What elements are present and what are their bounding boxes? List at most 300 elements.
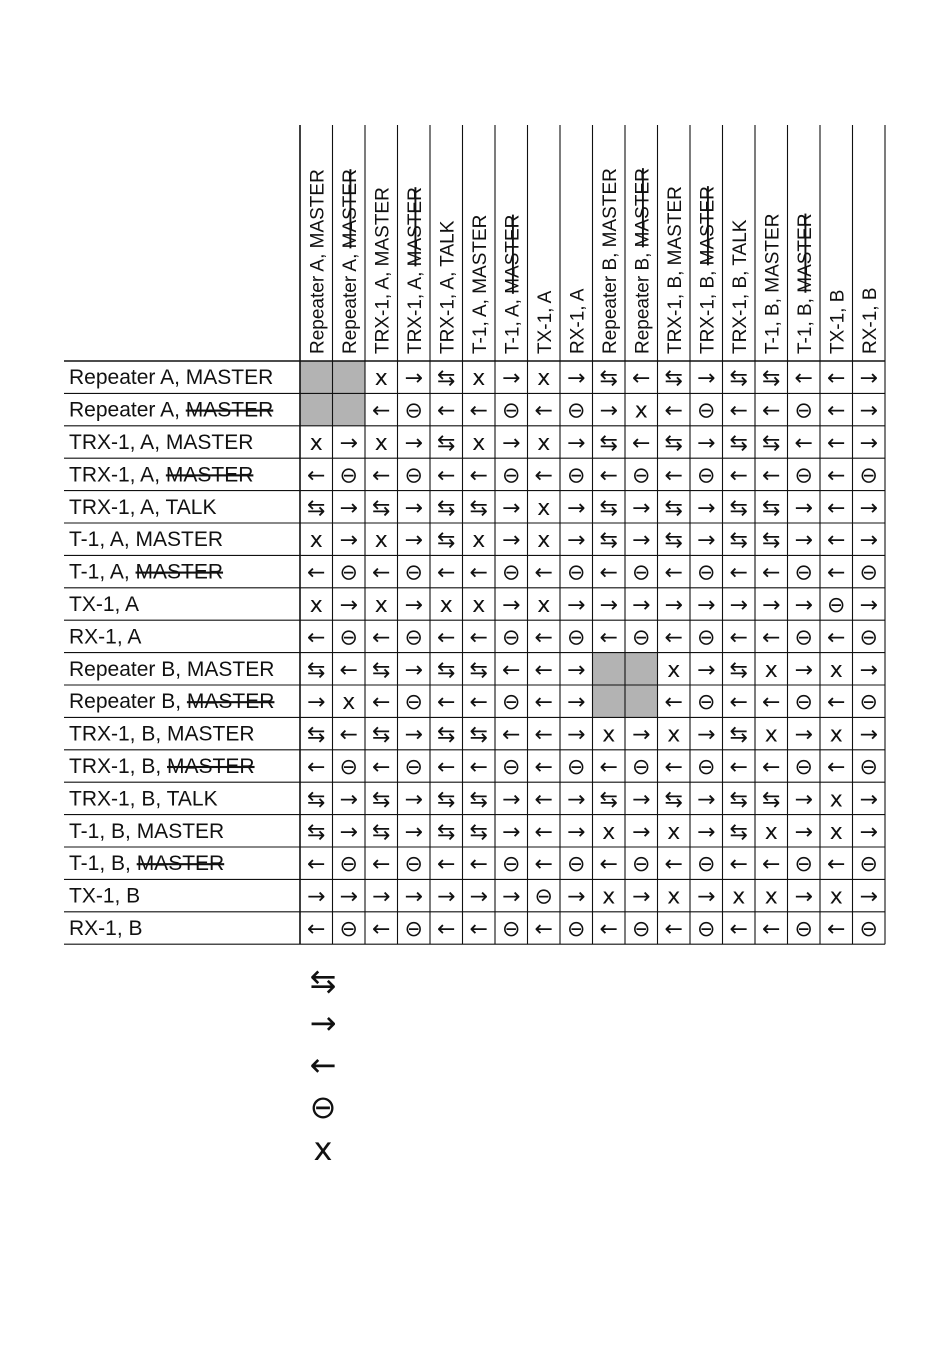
cell-symbol: → <box>404 657 423 683</box>
cell-symbol: ⊖ <box>794 852 813 878</box>
cell-symbol: ⊖ <box>632 917 651 942</box>
cell-symbol: ⇆ <box>372 657 391 683</box>
cell-symbol: → <box>729 593 748 618</box>
cell-symbol: ← <box>469 625 488 651</box>
cell-symbol: → <box>697 528 716 554</box>
cell-symbol: ⊖ <box>502 917 521 942</box>
cell-symbol: → <box>794 787 813 813</box>
column-header: TRX-1, B, MASTER <box>697 186 719 354</box>
cell-symbol: ⊖ <box>697 852 716 878</box>
cell-symbol: → <box>697 593 716 618</box>
column-header: TRX-1, A, TALK <box>437 220 459 354</box>
cell-symbol: ← <box>372 690 391 716</box>
cell-symbol: ⇆ <box>469 495 488 521</box>
column-header: T-1, A, MASTER <box>469 214 491 354</box>
cell-symbol: ← <box>437 560 456 586</box>
column-header: T-1, B, MASTER <box>762 213 784 354</box>
column-header: TRX-1, A, MASTER <box>372 187 394 354</box>
cell-symbol: ⇆ <box>307 819 326 845</box>
cell-symbol: → <box>339 787 358 813</box>
cell-symbol: ← <box>794 431 813 456</box>
cell-symbol: ← <box>599 625 618 651</box>
cell-symbol: ⊖ <box>404 852 423 878</box>
cell-symbol: ← <box>534 690 553 716</box>
cell-symbol: ← <box>664 560 683 586</box>
cell-symbol: → <box>567 690 586 716</box>
cell-symbol: ⊖ <box>859 625 878 651</box>
cell-symbol: → <box>307 690 326 716</box>
legend-symbol: ← <box>309 1046 337 1084</box>
cell-symbol: ⊖ <box>404 463 423 489</box>
cell-symbol: → <box>664 593 683 618</box>
cell-symbol: x <box>309 528 323 554</box>
cell-symbol: ⊖ <box>632 463 651 489</box>
cell-symbol: ← <box>632 366 651 392</box>
cell-symbol: ⇆ <box>762 366 781 392</box>
cell-symbol: ← <box>664 690 683 716</box>
cell-symbol: ← <box>372 398 391 424</box>
cell-symbol: x <box>537 431 551 456</box>
cell-symbol: ← <box>534 463 553 489</box>
cell-symbol: ← <box>534 852 553 878</box>
cell-symbol: → <box>697 787 716 813</box>
cell-symbol: x <box>374 593 388 618</box>
cell-symbol: → <box>567 528 586 554</box>
cell-symbol: ⇆ <box>664 787 683 813</box>
column-header: Repeater B, MASTER <box>599 168 621 354</box>
cell-symbol: ← <box>762 398 781 424</box>
cell-symbol: ← <box>664 755 683 780</box>
cell-symbol: ⊖ <box>632 560 651 586</box>
row-label: TRX-1, B, MASTER <box>69 755 255 778</box>
cell-symbol: ← <box>307 755 326 780</box>
cell-symbol: ⊖ <box>794 398 813 424</box>
cell-symbol: ⊖ <box>794 625 813 651</box>
cell-symbol: x <box>472 431 486 456</box>
cell-symbol: → <box>599 398 618 424</box>
cell-symbol: ⊖ <box>567 852 586 878</box>
cell-symbol: → <box>404 722 423 748</box>
cell-symbol: ⊖ <box>859 755 878 780</box>
cell-symbol: ← <box>827 560 846 586</box>
cell-symbol: ⊖ <box>859 690 878 716</box>
blocked-cell <box>333 361 366 393</box>
cell-symbol: → <box>567 431 586 456</box>
cell-symbol: ⇆ <box>664 366 683 392</box>
cell-symbol: ⊖ <box>794 560 813 586</box>
cell-symbol: → <box>632 722 651 748</box>
cell-symbol: ⊖ <box>567 917 586 942</box>
cell-symbol: ⊖ <box>794 755 813 780</box>
cell-symbol: ⇆ <box>762 495 781 521</box>
cell-symbol: ⊖ <box>697 463 716 489</box>
cell-symbol: ⊖ <box>859 560 878 586</box>
cell-symbol: x <box>829 787 843 813</box>
cell-symbol: x <box>829 657 843 683</box>
cell-symbol: → <box>794 722 813 748</box>
cell-symbol: ⇆ <box>469 819 488 845</box>
column-header: Repeater A, MASTER <box>307 169 329 354</box>
cell-symbol: → <box>697 657 716 683</box>
cell-symbol: ← <box>827 398 846 424</box>
cell-symbol: → <box>859 398 878 424</box>
cell-symbol: x <box>537 495 551 521</box>
cell-symbol: ← <box>827 852 846 878</box>
cell-symbol: ← <box>437 690 456 716</box>
cell-symbol: ← <box>437 852 456 878</box>
column-header: TX-1, A <box>534 290 556 354</box>
cell-symbol: → <box>567 657 586 683</box>
cell-symbol: ← <box>469 560 488 586</box>
cell-symbol: ← <box>599 852 618 878</box>
cell-symbol: → <box>567 819 586 845</box>
column-header: Repeater A, MASTER <box>339 169 361 354</box>
cell-symbol: → <box>632 495 651 521</box>
cell-symbol: x <box>602 884 616 910</box>
cell-symbol: → <box>697 366 716 392</box>
cell-symbol: ← <box>762 852 781 878</box>
cell-symbol: ⊖ <box>794 917 813 942</box>
column-header: TRX-1, A, MASTER <box>404 187 426 354</box>
cell-symbol: → <box>632 884 651 910</box>
cell-symbol: ← <box>339 657 358 683</box>
cell-symbol: x <box>764 819 778 845</box>
cell-symbol: ⊖ <box>502 625 521 651</box>
row-label: TRX-1, A, MASTER <box>69 431 254 454</box>
cell-symbol: ← <box>307 852 326 878</box>
cell-symbol: → <box>794 884 813 910</box>
cell-symbol: ⇆ <box>664 528 683 554</box>
cell-symbol: ← <box>827 755 846 780</box>
column-header: T-1, B, MASTER <box>794 213 816 354</box>
cell-symbol: ← <box>632 431 651 456</box>
cell-symbol: → <box>632 819 651 845</box>
cell-symbol: ← <box>729 852 748 878</box>
cell-symbol: ← <box>372 560 391 586</box>
cell-symbol: ⇆ <box>372 722 391 748</box>
cell-symbol: → <box>567 787 586 813</box>
cell-symbol: ⇆ <box>599 787 618 813</box>
cell-symbol: x <box>472 593 486 618</box>
cell-symbol: ← <box>827 431 846 456</box>
cell-symbol: ⊖ <box>859 852 878 878</box>
cell-symbol: ⇆ <box>729 657 748 683</box>
cell-symbol: → <box>794 657 813 683</box>
cell-symbol: ⇆ <box>729 495 748 521</box>
cell-symbol: ← <box>372 852 391 878</box>
cell-symbol: → <box>502 366 521 392</box>
cell-symbol: ⊖ <box>339 625 358 651</box>
cell-symbol: ⇆ <box>469 787 488 813</box>
cell-symbol: ⇆ <box>307 787 326 813</box>
row-label: TX-1, B <box>69 884 141 908</box>
cell-symbol: → <box>437 884 456 910</box>
cell-symbol: → <box>859 593 878 618</box>
cell-symbol: x <box>829 722 843 748</box>
row-label: T-1, A, MASTER <box>69 528 224 552</box>
cell-symbol: x <box>634 398 648 424</box>
cell-symbol: ⊖ <box>697 755 716 780</box>
cell-symbol: ⊖ <box>567 398 586 424</box>
legend-symbol: x <box>313 1130 333 1168</box>
cell-symbol: → <box>632 528 651 554</box>
cell-symbol: x <box>667 722 681 748</box>
cell-symbol: → <box>372 884 391 910</box>
cell-symbol: x <box>829 819 843 845</box>
cell-symbol: ⇆ <box>372 495 391 521</box>
cell-symbol: ← <box>729 755 748 780</box>
cell-symbol: → <box>339 431 358 456</box>
row-label: RX-1, B <box>69 917 143 940</box>
blocked-cell <box>300 393 333 425</box>
cell-symbol: x <box>667 819 681 845</box>
cell-symbol: → <box>632 593 651 618</box>
cell-symbol: ← <box>372 917 391 942</box>
cell-symbol: ← <box>534 819 553 845</box>
blocked-cell <box>625 653 658 685</box>
row-label: Repeater B, MASTER <box>69 657 275 681</box>
cell-symbol: ⇆ <box>437 495 456 521</box>
cell-symbol: ← <box>599 560 618 586</box>
cell-symbol: ← <box>437 917 456 942</box>
cell-symbol: ⊖ <box>567 463 586 489</box>
cell-symbol: ⊖ <box>404 625 423 651</box>
cell-symbol: ⇆ <box>762 787 781 813</box>
cell-symbol: → <box>859 495 878 521</box>
cell-symbol: x <box>472 528 486 554</box>
cell-symbol: x <box>667 657 681 683</box>
cell-symbol: ⇆ <box>372 787 391 813</box>
legend-symbol: ⊖ <box>309 1088 337 1126</box>
cell-symbol: ← <box>729 398 748 424</box>
cell-symbol: ⇆ <box>437 722 456 748</box>
cell-symbol: ⊖ <box>404 690 423 716</box>
cell-symbol: → <box>502 593 521 618</box>
cell-symbol: ← <box>599 755 618 780</box>
cell-symbol: ⊖ <box>632 625 651 651</box>
cell-symbol: x <box>439 593 453 618</box>
cell-symbol: → <box>762 593 781 618</box>
cell-symbol: ⊖ <box>794 463 813 489</box>
cell-symbol: x <box>374 528 388 554</box>
cell-symbol: ← <box>827 366 846 392</box>
cell-symbol: ⇆ <box>729 722 748 748</box>
cell-symbol: x <box>342 690 356 716</box>
row-label: Repeater A, MASTER <box>69 398 274 422</box>
cell-symbol: ← <box>307 625 326 651</box>
cell-symbol: x <box>602 722 616 748</box>
column-header: TRX-1, B, MASTER <box>664 186 686 354</box>
cell-symbol: → <box>859 819 878 845</box>
cell-symbol: ⊖ <box>859 917 878 942</box>
cell-symbol: ⊖ <box>339 755 358 780</box>
cell-symbol: ← <box>794 366 813 392</box>
blocked-cell <box>300 361 333 393</box>
cell-symbol: ← <box>372 755 391 780</box>
cell-symbol: ⊖ <box>567 755 586 780</box>
cell-symbol: ← <box>437 398 456 424</box>
cell-symbol: → <box>404 787 423 813</box>
cell-symbol: ← <box>729 463 748 489</box>
cell-symbol: → <box>859 884 878 910</box>
cell-symbol: x <box>472 366 486 392</box>
cell-symbol: ⇆ <box>729 528 748 554</box>
cell-symbol: x <box>537 593 551 618</box>
cell-symbol: ⊖ <box>697 398 716 424</box>
cell-symbol: ← <box>827 917 846 942</box>
row-label: Repeater A, MASTER <box>69 366 274 390</box>
cell-symbol: → <box>794 819 813 845</box>
cell-symbol: ← <box>762 463 781 489</box>
cell-symbol: ← <box>827 463 846 489</box>
cell-symbol: → <box>404 819 423 845</box>
cell-symbol: ⊖ <box>502 398 521 424</box>
cell-symbol: ⊖ <box>534 884 553 910</box>
cell-symbol: → <box>404 366 423 392</box>
cell-symbol: ⇆ <box>729 787 748 813</box>
cell-symbol: ⊖ <box>502 755 521 780</box>
cell-symbol: ⇆ <box>599 366 618 392</box>
cell-symbol: ⇆ <box>599 528 618 554</box>
cell-symbol: ⇆ <box>664 495 683 521</box>
cell-symbol: → <box>502 819 521 845</box>
cell-symbol: ⊖ <box>859 463 878 489</box>
cell-symbol: ← <box>502 722 521 748</box>
cell-symbol: ← <box>664 625 683 651</box>
symbol-legend <box>290 960 410 1170</box>
cell-symbol: x <box>374 366 388 392</box>
row-label: T-1, A, MASTER <box>69 560 224 584</box>
cell-symbol: → <box>794 528 813 554</box>
cell-symbol: → <box>859 366 878 392</box>
cell-symbol: ⇆ <box>599 431 618 456</box>
cell-symbol: ← <box>664 463 683 489</box>
column-header: RX-1, A <box>567 288 589 354</box>
cell-symbol: → <box>339 495 358 521</box>
cell-symbol: → <box>404 528 423 554</box>
cell-symbol: x <box>732 884 746 910</box>
cell-symbol: ← <box>502 657 521 683</box>
cell-symbol: ⊖ <box>697 690 716 716</box>
cell-symbol: → <box>469 884 488 910</box>
cell-symbol: ← <box>827 690 846 716</box>
row-label: TRX-1, B, MASTER <box>69 722 255 746</box>
cell-symbol: ← <box>729 917 748 942</box>
cell-symbol: x <box>537 366 551 392</box>
cell-symbol: ← <box>762 755 781 780</box>
cell-symbol: ⇆ <box>437 431 456 456</box>
cell-symbol: → <box>339 819 358 845</box>
cell-symbol: → <box>339 528 358 554</box>
blocked-cell <box>333 393 366 425</box>
cell-symbol: → <box>404 431 423 456</box>
row-label: RX-1, A <box>69 625 142 649</box>
cell-symbol: ← <box>534 657 553 683</box>
cell-symbol: ← <box>307 917 326 942</box>
cell-symbol: ← <box>827 528 846 554</box>
cell-symbol: ⇆ <box>437 657 456 683</box>
blocked-cell <box>625 685 658 717</box>
cell-symbol: → <box>567 884 586 910</box>
row-label: TRX-1, A, TALK <box>69 495 217 519</box>
cell-symbol: → <box>339 884 358 910</box>
cell-symbol: ⇆ <box>307 657 326 683</box>
cell-symbol: ← <box>534 398 553 424</box>
cell-symbol: ⇆ <box>469 657 488 683</box>
cell-symbol: ← <box>469 755 488 780</box>
column-header: TX-1, B <box>827 289 849 354</box>
cell-symbol: x <box>309 593 323 618</box>
cell-symbol: ← <box>339 722 358 748</box>
cell-symbol: ⊖ <box>502 463 521 489</box>
cell-symbol: ⊖ <box>502 560 521 586</box>
cell-symbol: → <box>794 495 813 521</box>
cell-symbol: → <box>859 657 878 683</box>
cell-symbol: → <box>599 593 618 618</box>
cell-symbol: ⇆ <box>307 495 326 521</box>
cell-symbol: ← <box>372 463 391 489</box>
column-header: Repeater B, MASTER <box>632 168 654 354</box>
cell-symbol: ⊖ <box>632 755 651 780</box>
cell-symbol: ← <box>534 560 553 586</box>
blocked-cell <box>593 653 626 685</box>
cell-symbol: → <box>859 431 878 456</box>
cell-symbol: ← <box>762 560 781 586</box>
cell-symbol: ← <box>762 690 781 716</box>
cell-symbol: ⇆ <box>729 366 748 392</box>
cell-symbol: ← <box>372 625 391 651</box>
cell-symbol: x <box>309 431 323 456</box>
cell-symbol: ← <box>534 625 553 651</box>
cell-symbol: → <box>794 593 813 618</box>
cell-symbol: ← <box>469 690 488 716</box>
legend-symbol: → <box>309 1004 337 1042</box>
cell-symbol: x <box>829 884 843 910</box>
legend-symbol: ⇆ <box>309 962 337 1000</box>
cell-symbol: → <box>859 722 878 748</box>
cell-symbol: ⊖ <box>632 852 651 878</box>
cell-symbol: ⇆ <box>599 495 618 521</box>
cell-symbol: ← <box>762 625 781 651</box>
cell-symbol: ← <box>307 560 326 586</box>
cell-symbol: x <box>764 722 778 748</box>
row-label: T-1, B, MASTER <box>69 819 225 843</box>
cell-symbol: ⊖ <box>339 463 358 489</box>
cell-symbol: → <box>697 819 716 845</box>
cell-symbol: ⇆ <box>762 431 781 456</box>
cell-symbol: ⊖ <box>339 917 358 942</box>
column-header: RX-1, B <box>859 287 881 354</box>
cell-symbol: → <box>502 787 521 813</box>
cell-symbol: ← <box>469 852 488 878</box>
row-label: TRX-1, A, MASTER <box>69 463 254 487</box>
cell-symbol: ⇆ <box>437 787 456 813</box>
column-header: TRX-1, B, TALK <box>729 219 751 354</box>
cell-symbol: ⇆ <box>469 722 488 748</box>
blocked-cell <box>593 685 626 717</box>
cell-symbol: ← <box>307 463 326 489</box>
cell-symbol: ← <box>762 917 781 942</box>
cell-symbol: ⊖ <box>502 690 521 716</box>
cell-symbol: ⇆ <box>729 819 748 845</box>
cell-symbol: → <box>502 495 521 521</box>
row-label: T-1, B, MASTER <box>69 852 225 876</box>
column-header: T-1, A, MASTER <box>502 214 524 354</box>
cell-symbol: x <box>602 819 616 845</box>
cell-symbol: → <box>404 884 423 910</box>
cell-symbol: ⊖ <box>697 560 716 586</box>
cell-symbol: ← <box>827 625 846 651</box>
